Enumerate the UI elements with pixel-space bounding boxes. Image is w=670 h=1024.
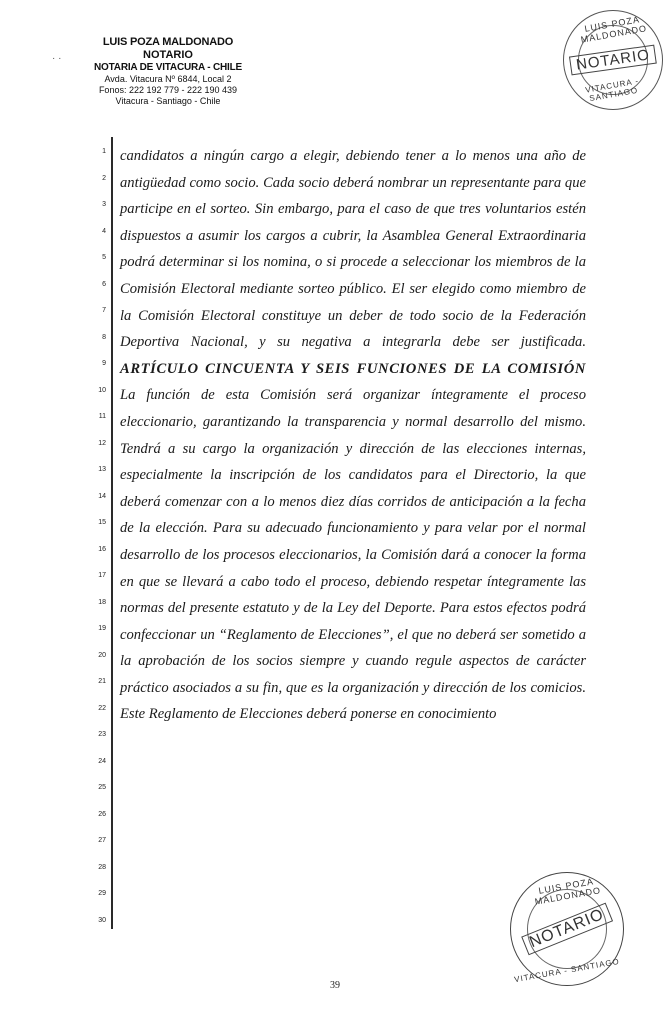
line-number: 27 — [98, 837, 106, 844]
line-number: 4 — [102, 227, 106, 235]
header-dots-decoration: · · — [52, 53, 62, 64]
line-number: 16 — [98, 545, 106, 553]
notary-header — [78, 36, 258, 107]
line-number: 30 — [98, 916, 106, 924]
seal-center-text: NOTARIO — [521, 903, 613, 956]
line-number: 10 — [98, 386, 106, 394]
line-number: 24 — [98, 757, 106, 765]
seal-arc-top-text: LUIS POZA MALDONADO — [579, 14, 648, 45]
line-number: 13 — [98, 466, 106, 473]
line-number: 29 — [98, 890, 106, 897]
line-numbers — [88, 139, 106, 934]
line-number: 14 — [98, 492, 106, 500]
notary-address: Avda. Vitacura Nº 6844, Local 2 — [104, 74, 232, 84]
line-number: 3 — [102, 201, 106, 208]
paragraph-1-text: candidatos a ningún cargo a elegir, debiendo tener a lo menos una año de antigüedad como socio. Cada socio deberá nombrar un representante para que participe en el sorteo. Sin embargo, para el caso de que tres voluntarios estén dispuestos a asumir los cargos a cubrir, la Asamblea General Extraordinaria podrá determinar si los nomina, o si procede a seleccionar los miembros de la Comisión Electoral mediante sorteo público. El ser elegido como miembro de la Comisión Electoral constituye un deber de todo socio de la Federación Deportiva Nacional, y su negativa a integrarla debe ser justificada. — [120, 148, 586, 351]
page-number: 39 — [330, 980, 340, 991]
line-number: 2 — [102, 174, 106, 182]
body-paragraph-1 — [120, 143, 586, 728]
line-number: 15 — [98, 519, 106, 526]
line-number: 7 — [102, 307, 106, 314]
notary-office: NOTARIA DE VITACURA - CHILE — [94, 62, 242, 73]
line-number: 5 — [102, 254, 106, 261]
line-number: 23 — [98, 731, 106, 738]
line-number: 6 — [102, 280, 106, 288]
line-number: 19 — [98, 625, 106, 632]
line-number: 20 — [98, 651, 106, 659]
notary-seal-top — [563, 10, 663, 110]
line-number: 1 — [102, 148, 106, 155]
line-number: 25 — [98, 784, 106, 791]
seal-arc-bottom-text: VITACURA - SANTIAGO — [513, 956, 621, 985]
line-number: 28 — [98, 863, 106, 871]
line-number: 21 — [98, 678, 106, 685]
seal-center-text: NOTARIO — [569, 45, 657, 76]
notary-seal-bottom — [510, 872, 624, 986]
margin-rule — [111, 137, 113, 929]
notary-phones: Fonos: 222 192 779 - 222 190 439 — [98, 85, 238, 95]
line-number: 22 — [98, 704, 106, 712]
paragraph-2-text: La función de esta Comisión será organizar íntegramente el proceso eleccionario, garantizando la transparencia y normal desarrollo del mismo. Tendrá a su cargo la organización y dirección de las elecciones internas, especialmente la inscripción de los candidatos para el Directorio, la que deberá comenzar con a lo menos diez días corridos de anticipación a la fecha de la elección. Para su adecuado funcionamiento y para velar por el normal desarrollo de los procesos eleccionarios, la Comisión dará a conocer la forma en que se llevará a cabo todo el proceso, debiendo respetar íntegramente las normas del presente estatuto y de la Ley del Deporte. Para estos efectos podrá confeccionar un “Reglamento de Elecciones”, el que no deberá ser sometido a la aprobación de los socios siempre y cuando regule aspectos de carácter práctico asociados a su fin, que es la organización y dirección de los comicios. Este Reglamento de Elecciones deberá ponerse en conocimiento — [120, 387, 586, 723]
notary-name: LUIS POZA MALDONADO — [102, 36, 234, 48]
notary-city: Vitacura - Santiago - Chile — [115, 96, 221, 106]
notary-title: NOTARIO — [143, 49, 193, 61]
line-number: 17 — [98, 572, 106, 579]
line-number: 18 — [98, 598, 106, 606]
document-body — [120, 143, 586, 728]
line-number: 11 — [98, 413, 106, 420]
seal-arc-top-text: LUIS POZA MALDONADO — [533, 876, 602, 907]
seal-arc-bottom-text: VITACURA - SANTIAGO — [584, 76, 640, 104]
line-number: 9 — [102, 360, 106, 367]
line-number: 8 — [102, 333, 106, 341]
line-number: 12 — [98, 439, 106, 447]
article-heading: ARTÍCULO CINCUENTA Y SEIS FUNCIONES DE LA COMISIÓN — [120, 360, 586, 377]
line-number: 26 — [98, 810, 106, 818]
